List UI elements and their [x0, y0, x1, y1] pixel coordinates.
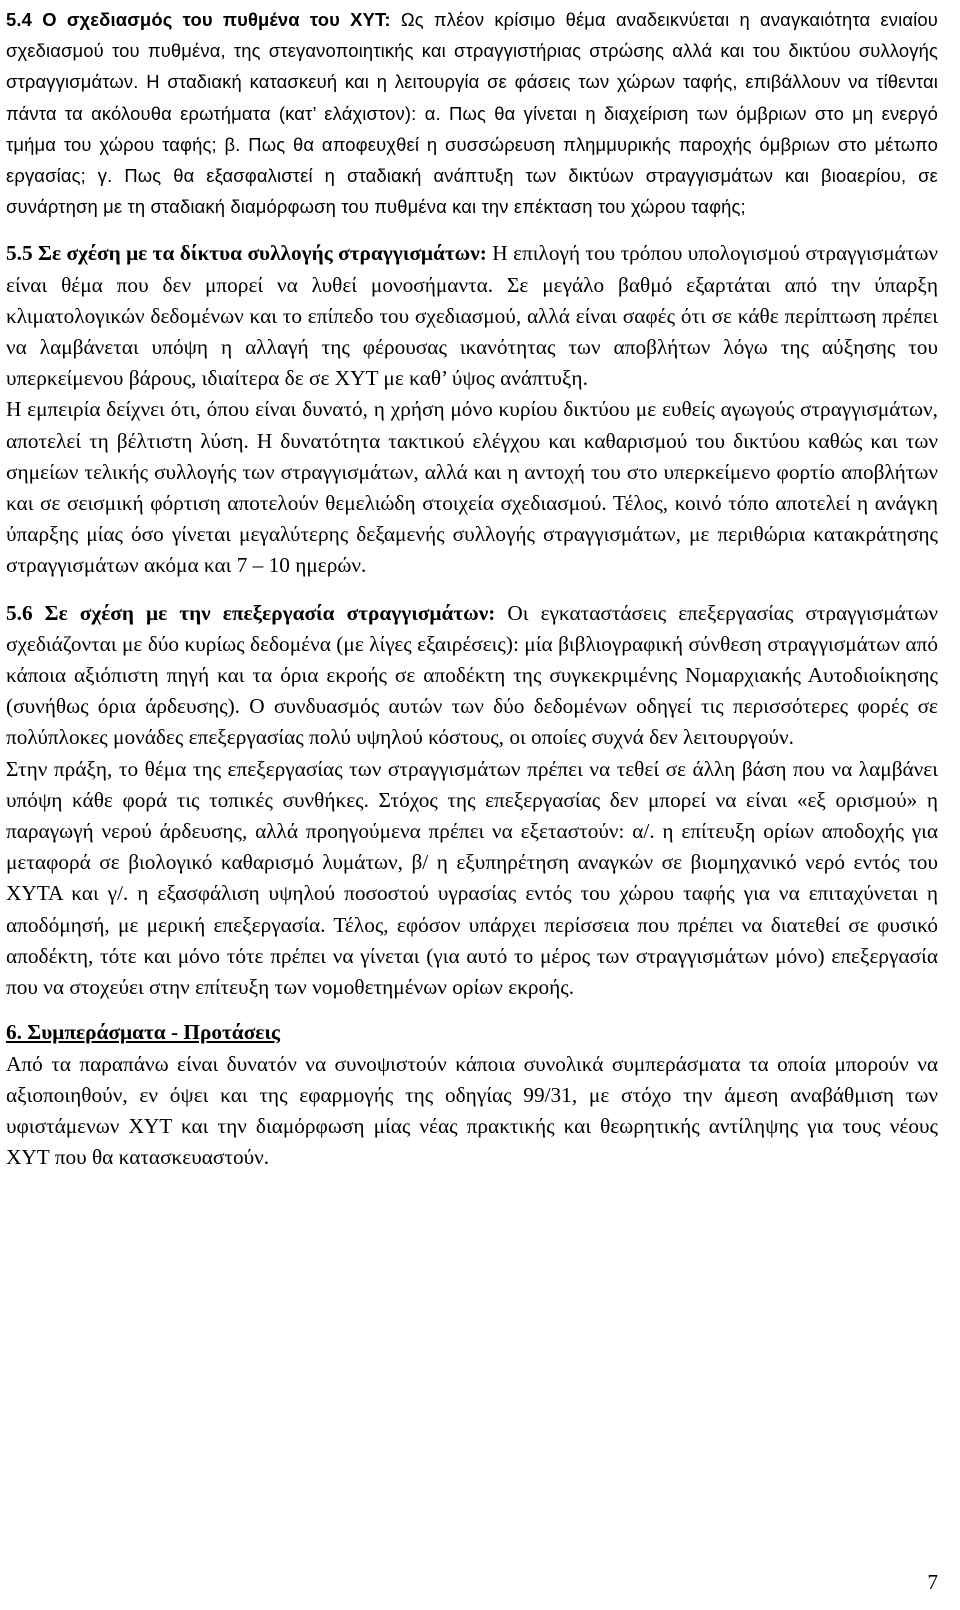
section-6-title: 6. Συμπεράσματα - Προτάσεις [6, 1020, 280, 1045]
section-5-4-paragraph [6, 4, 938, 222]
section-5-4-text: Ως πλέον κρίσιμο θέμα αναδεικνύεται η αναγκαιότητα ενιαίου σχεδιασμού του πυθμένα, της στεγανοποιητικής και στραγγιστήριας στρώσης αλλά και του δικτύου συλλογής στραγγισμάτων. Η σταδιακή κατασκευή και η λειτουργία σε φάσεις των χώρων ταφής, επιβάλλουν να τίθενται πάντα τα ακόλουθα ερωτήματα (κατ’ ελάχιστον): α. Πως θα γίνεται η διαχείριση των όμβριων στο μη ενεργό τμήμα του χώρου ταφής; β. Πως θα αποφευχθεί η συσσώρευση πλημμυρικής παροχής όμβριων στο μέτωπο εργασίας; γ. Πως θα εξασφαλιστεί η σταδιακή ανάπτυξη των δικτύων στραγγισμάτων και βιοαερίου, σε συνάρτηση με τη σταδιακή διαμόρφωση του πυθμένα και την επέκταση του χώρου ταφής; [6, 9, 938, 218]
section-5-6-text-1: Οι εγκαταστάσεις επεξεργασίας στραγγισμάτων σχεδιάζονται με δύο κυρίως δεδομένα (με λίγες εξαιρέσεις): μία βιβλιογραφική σύνθεση στραγγισμάτων από κάποια αξιόπιστη πηγή και τα όρια εκροής σε αποδέκτη της συγκεκριμένης Νομαρχιακής Αυτοδιοίκησης (συνήθως όρια άρδευσης). Ο συνδυασμός αυτών των δύο δεδομένων οδηγεί τις περισσότερες φορές σε πολύπλοκες μονάδες επεξεργασίας πολύ υψηλού κόστους, οι οποίες συχνά δεν λειτουργούν. [6, 600, 938, 750]
page-number: 7 [927, 1570, 938, 1594]
section-5-6-paragraph-2: Στην πράξη, το θέμα της επεξεργασίας των στραγγισμάτων πρέπει να τεθεί σε άλλη βάση που να λαμβάνει υπόψη κάθε φορά τις τοπικές συνθήκες. Στόχος της επεξεργασίας δεν μπορεί να είναι «εξ ορισμού» η παραγωγή νερού άρδευσης, αλλά προηγούμενα πρέπει να εξεταστούν: α/. η επίτευξη ορίων αποδοχής για μεταφορά σε βιολογικό καθαρισμό λυμάτων, β/ η εξυπηρέτηση αναγκών σε βιομηχανικό νερό εντός του ΧΥΤΑ και γ/. η εξασφάλιση υψηλού ποσοστού υγρασίας εντός του χώρου ταφής για να επιταχύνεται η αποδόμησή, με μερική επεξεργασία. Τέλος, εφόσον υπάρχει περίσσεια που πρέπει να διατεθεί σε φυσικό αποδέκτη, τότε και μόνο τότε πρέπει να γίνεται (για αυτό το μέρος των στραγγισμάτων μόνο) επεξεργασία που να στοχεύει στην επίτευξη των νομοθετημένων ορίων εκροής. [6, 756, 938, 1000]
section-5-5-paragraph-1 [6, 238, 938, 394]
section-5-4-heading: 5.4 Ο σχεδιασμός του πυθμένα του ΧΥΤ: [6, 9, 391, 30]
section-5-5-paragraph-2: Η εμπειρία δείχνει ότι, όπου είναι δυνατό, η χρήση μόνο κυρίου δικτύου με ευθείς αγωγούς στραγγισμάτων, αποτελεί τη βέλτιστη λύση. Η δυνατότητα τακτικού ελέγχου και καθαρισμού του δικτύου καθώς και των σημείων τελικής συλλογής των στραγγισμάτων, αλλά και η αντοχή του στο υπερκείμενο φορτίο αποβλήτων και σε σεισμική φόρτιση αποτελούν θεμελιώδη στοιχεία σχεδιασμού. Τέλος, κοινό τόπο αποτελεί η ανάγκη ύπαρξης μίας όσο γίνεται μεγαλύτερης δεξαμενής συλλογής στραγγισμάτων, με περιθώρια κατακράτησης στραγγισμάτων ακόμα και 7 – 10 ημερών. [6, 397, 938, 578]
section-5-6-heading: 5.6 Σε σχέση με την επεξεργασία στραγγισμάτων: [6, 600, 496, 625]
section-5-6-paragraph-1 [6, 598, 938, 754]
document-page [6, 4, 938, 1173]
section-5-5-text-1: Η επιλογή του τρόπου υπολογισμού στραγγισμάτων είναι θέμα που δεν μπορεί να λυθεί μονοσήμαντα. Σε μεγάλο βαθμό εξαρτάται από την ύπαρξη κλιματολογικών δεδομένων και το επίπεδο του σχεδιασμού, αλλά είναι σαφές ότι σε κάθε περίπτωση πρέπει να λαμβάνεται υπόψη η αλλαγή της φέρουσας ικανότητας των αποβλήτων λόγω της αύξησης του υπερκείμενου βάρους, ιδιαίτερα δε σε ΧΥΤ με καθ’ ύψος ανάπτυξη. [6, 241, 938, 391]
section-6-paragraph: Από τα παραπάνω είναι δυνατόν να συνοψιστούν κάποια συνολικά συμπεράσματα τα οποία μπορούν να αξιοποιηθούν, εν όψει και της εφαρμογής της οδηγίας 99/31, με στόχο την άμεση αναβάθμιση των υφιστάμενων ΧΥΤ και την διαμόρφωση μίας νέας πρακτικής και θεωρητικής αντίληψης για τους νέους ΧΥΤ που θα κατασκευαστούν. [6, 1051, 938, 1170]
section-5-5-heading: 5.5 Σε σχέση με τα δίκτυα συλλογής στραγγισμάτων: [6, 241, 487, 266]
